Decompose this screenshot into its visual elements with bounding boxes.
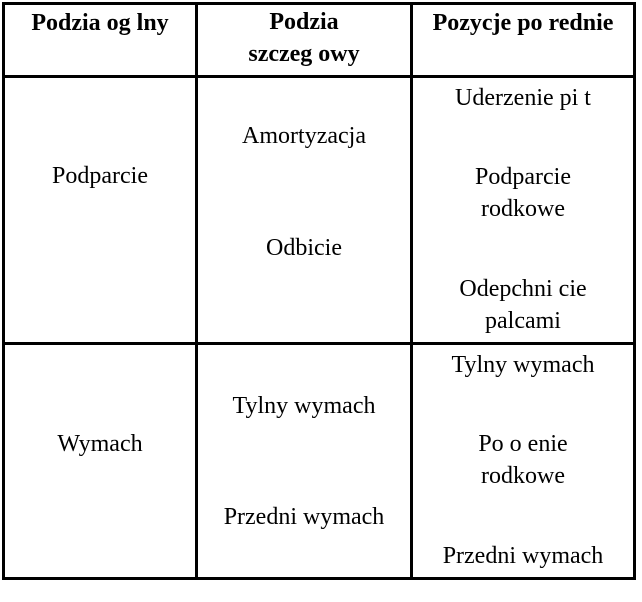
header-intermediate-positions: Pozycje po rednie [432,10,614,36]
position-toe-off-line2: palcami [485,308,561,334]
table-border-left [2,2,5,580]
header-divider [2,75,636,78]
table-border-bottom [2,577,636,580]
header-detailed-division-line2: szczeg owy [248,41,360,67]
position-mid-swing-line2: rodkowe [481,463,565,489]
detail-cushioning: Amortyzacja [242,123,366,149]
table-border-top [2,2,636,5]
position-mid-swing-line1: Po o enie [478,431,568,457]
header-detailed-division-line1: Podzia [269,9,339,35]
position-front-swing: Przedni wymach [442,543,604,569]
detail-rebound: Odbicie [266,235,342,261]
general-division-swing: Wymach [57,431,143,457]
position-back-swing: Tylny wymach [451,352,595,378]
position-midstance-line2: rodkowe [481,196,565,222]
position-toe-off-line1: Odepchni cie [459,276,587,302]
position-heel-strike: Uderzenie pi t [455,85,591,111]
header-general-division: Podzia og lny [31,10,169,36]
detail-back-swing: Tylny wymach [232,393,376,419]
table-border-right [633,2,636,580]
column-divider-1 [195,2,198,580]
row-divider [2,342,636,345]
position-midstance-line1: Podparcie [475,164,571,190]
general-division-support: Podparcie [52,163,148,189]
detail-front-swing: Przedni wymach [223,504,385,530]
